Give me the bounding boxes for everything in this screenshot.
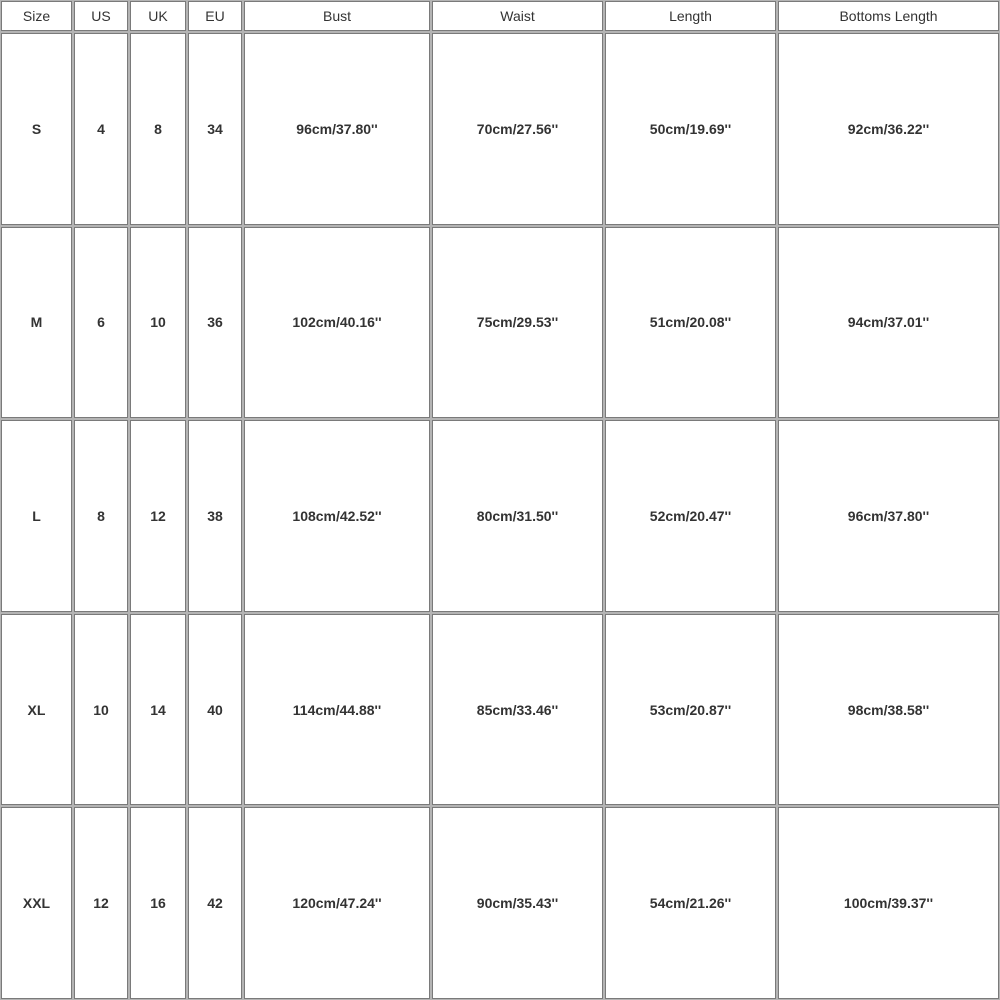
cell-bottoms-length: 100cm/39.37'' [777, 806, 1000, 1000]
cell-us: 8 [73, 419, 129, 613]
table-row [0, 226, 1000, 420]
cell-us: 12 [73, 806, 129, 1000]
cell-eu: 42 [187, 806, 243, 1000]
cell-size: M [0, 226, 73, 420]
cell-uk: 14 [129, 613, 187, 807]
cell-length: 51cm/20.08'' [604, 226, 777, 420]
header-size: Size [0, 0, 73, 32]
cell-eu: 34 [187, 32, 243, 226]
cell-length: 50cm/19.69'' [604, 32, 777, 226]
cell-us: 6 [73, 226, 129, 420]
cell-bottoms-length: 92cm/36.22'' [777, 32, 1000, 226]
cell-eu: 40 [187, 613, 243, 807]
cell-uk: 8 [129, 32, 187, 226]
header-row [0, 0, 1000, 32]
cell-bust: 120cm/47.24'' [243, 806, 431, 1000]
cell-bust: 108cm/42.52'' [243, 419, 431, 613]
table-row [0, 806, 1000, 1000]
cell-waist: 75cm/29.53'' [431, 226, 604, 420]
cell-length: 53cm/20.87'' [604, 613, 777, 807]
table-row [0, 419, 1000, 613]
cell-uk: 16 [129, 806, 187, 1000]
cell-size: XXL [0, 806, 73, 1000]
cell-size: XL [0, 613, 73, 807]
cell-bust: 114cm/44.88'' [243, 613, 431, 807]
cell-waist: 70cm/27.56'' [431, 32, 604, 226]
cell-size: S [0, 32, 73, 226]
cell-us: 4 [73, 32, 129, 226]
cell-bottoms-length: 96cm/37.80'' [777, 419, 1000, 613]
table-row [0, 613, 1000, 807]
cell-waist: 80cm/31.50'' [431, 419, 604, 613]
header-waist: Waist [431, 0, 604, 32]
cell-bust: 96cm/37.80'' [243, 32, 431, 226]
header-eu: EU [187, 0, 243, 32]
cell-uk: 12 [129, 419, 187, 613]
header-bottoms-length: Bottoms Length [777, 0, 1000, 32]
cell-size: L [0, 419, 73, 613]
cell-eu: 36 [187, 226, 243, 420]
table-row [0, 32, 1000, 226]
cell-bottoms-length: 94cm/37.01'' [777, 226, 1000, 420]
header-uk: UK [129, 0, 187, 32]
cell-bottoms-length: 98cm/38.58'' [777, 613, 1000, 807]
cell-waist: 85cm/33.46'' [431, 613, 604, 807]
cell-length: 52cm/20.47'' [604, 419, 777, 613]
header-length: Length [604, 0, 777, 32]
cell-us: 10 [73, 613, 129, 807]
size-chart-body [0, 32, 1000, 1000]
cell-eu: 38 [187, 419, 243, 613]
cell-length: 54cm/21.26'' [604, 806, 777, 1000]
header-bust: Bust [243, 0, 431, 32]
size-chart-header [0, 0, 1000, 32]
header-us: US [73, 0, 129, 32]
cell-bust: 102cm/40.16'' [243, 226, 431, 420]
cell-uk: 10 [129, 226, 187, 420]
cell-waist: 90cm/35.43'' [431, 806, 604, 1000]
